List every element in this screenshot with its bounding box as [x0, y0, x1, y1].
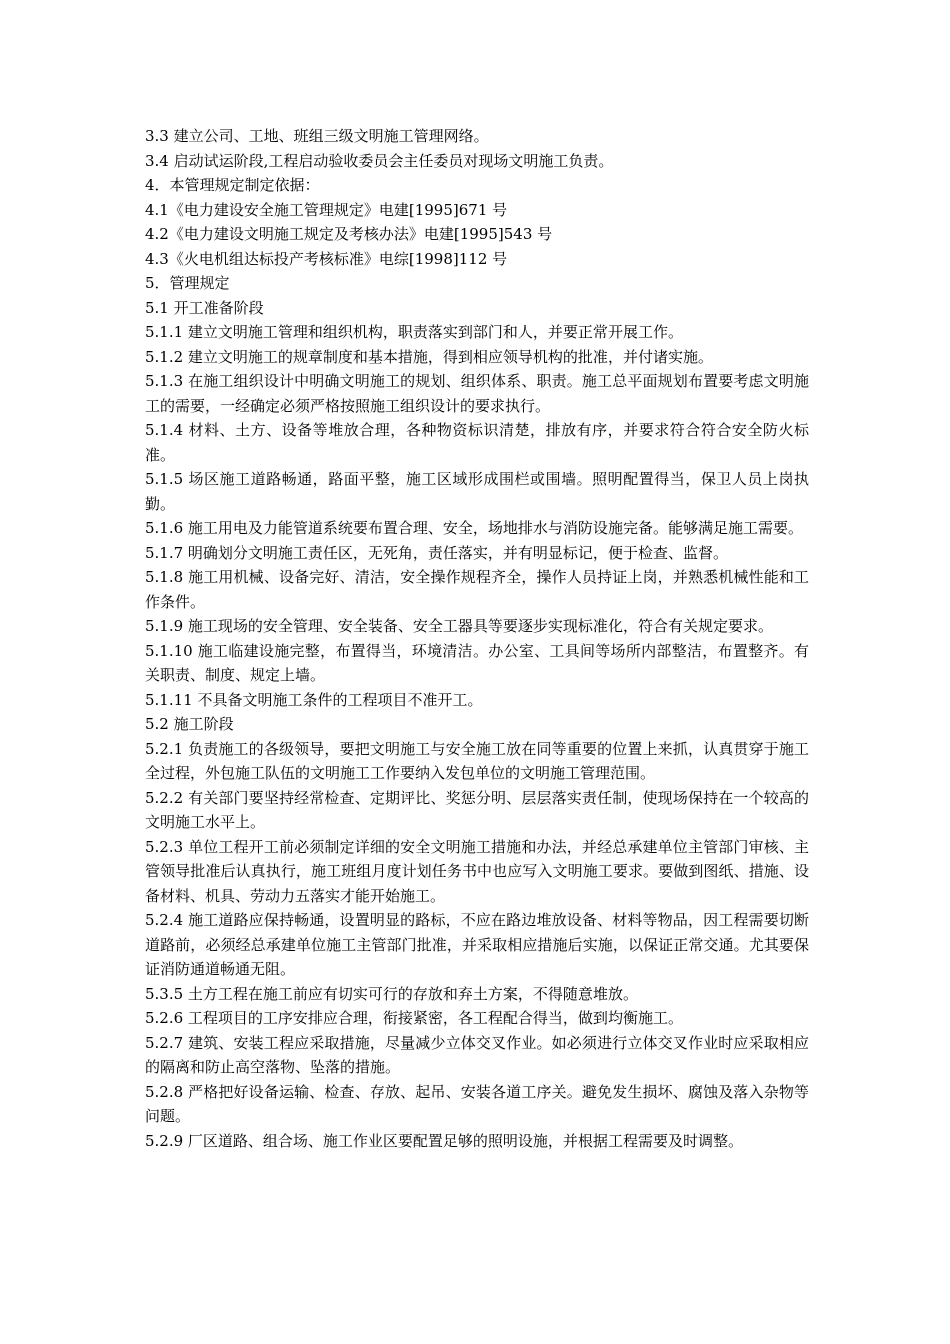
- paragraph-5-2-7: 5.2.7 建筑、安装工程应采取措施，尽量减少立体交叉作业。如必须进行立体交叉作业时应采取相应的隔离和防止高空落物、坠落的措施。: [145, 1033, 809, 1076]
- paragraph-5-1-5: 5.1.5 场区施工道路畅通，路面平整，施工区域形成围栏或围墙。照明配置得当，保卫人员上岗执勤。: [145, 470, 809, 513]
- paragraph-4-3: 4.3《火电机组达标投产考核标准》电综[1998]112 号: [145, 249, 508, 268]
- paragraph-5-2-8: 5.2.8 严格把好设备运输、检查、存放、起吊、安装各道工序关。避免发生损坏、腐蚀及落入杂物等问题。: [145, 1082, 809, 1125]
- paragraph-5-2-3: 5.2.3 单位工程开工前必须制定详细的安全文明施工措施和办法，并经总承建单位主管部门审核、主管领导批准后认真执行，施工班组月度计划任务书中也应写入文明施工要求。要做到图纸、措施、设备材料、机具、劳动力五落实才能开始施工。: [145, 837, 809, 905]
- paragraph-5-1-9: 5.1.9 施工现场的安全管理、安全装备、安全工器具等要逐步实现标准化，符合有关规定要求。: [145, 617, 773, 635]
- paragraph-5-2-9: 5.2.9 厂区道路、组合场、施工作业区要配置足够的照明设施，并根据工程需要及时调整。: [145, 1131, 743, 1150]
- paragraph-3-3: 3.3 建立公司、工地、班组三级文明施工管理网络。: [145, 127, 489, 145]
- section-heading-4: 4．本管理规定制定依据：: [145, 176, 320, 194]
- paragraph-5-2-6: 5.2.6 工程项目的工序安排应合理，衔接紧密，各工程配合得当，做到均衡施工。: [145, 1009, 683, 1027]
- paragraph-5-1-3: 5.1.3 在施工组织设计中明确文明施工的规划、组织体系、职责。施工总平面规划布置要考虑文明施工的需要，一经确定必须严格按照施工组织设计的要求执行。: [145, 372, 809, 415]
- paragraph-5-3-5: 5.3.5 土方工程在施工前应有切实可行的存放和弃土方案，不得随意堆放。: [145, 984, 638, 1003]
- paragraph-5-1-8: 5.1.8 施工用机械、设备完好、清洁，安全操作规程齐全，操作人员持证上岗，并熟悉机械性能和工作条件。: [145, 568, 809, 611]
- paragraph-5-1-7: 5.1.7 明确划分文明施工责任区，无死角，责任落实，并有明显标记，便于检查、监督。: [145, 543, 728, 562]
- paragraph-5-1-4: 5.1.4 材料、土方、设备等堆放合理，各种物资标识清楚，排放有序，并要求符合符合安全防火标准。: [145, 421, 809, 464]
- paragraph-5-1-6: 5.1.6 施工用电及力能管道系统要布置合理、安全，场地排水与消防设施完备。能够满足施工需要。: [145, 519, 803, 537]
- subsection-heading-5-1: 5.1 开工准备阶段: [145, 298, 264, 317]
- paragraph-4-1: 4.1《电力建设安全施工管理规定》电建[1995]671 号: [145, 200, 508, 219]
- subsection-heading-5-2: 5.2 施工阶段: [145, 715, 234, 733]
- paragraph-5-2-4: 5.2.4 施工道路应保持畅通，设置明显的路标，不应在路边堆放设备、材料等物品，因工程需要切断道路前，必须经总承建单位施工主管部门批准，并采取相应措施后实施，以保证正常交通。尤其要保证消防通道畅通无阻。: [145, 911, 809, 978]
- paragraph-5-2-1: 5.2.1 负责施工的各级领导，要把文明施工与安全施工放在同等重要的位置上来抓，认真贯穿于施工全过程，外包施工队伍的文明施工工作要纳入发包单位的文明施工管理范围。: [145, 739, 809, 782]
- paragraph-5-1-2: 5.1.2 建立文明施工的规章制度和基本措施，得到相应领导机构的批准，并付诸实施。: [145, 347, 713, 366]
- section-heading-5: 5．管理规定: [145, 274, 230, 292]
- paragraph-4-2: 4.2《电力建设文明施工规定及考核办法》电建[1995]543 号: [145, 225, 553, 243]
- paragraph-5-1-11: 5.1.11 不具备文明施工条件的工程项目不准开工。: [145, 690, 483, 709]
- paragraph-3-4: 3.4 启动试运阶段,工程启动验收委员会主任委员对现场文明施工负责。: [145, 151, 614, 170]
- paragraph-5-1-1: 5.1.1 建立文明施工管理和组织机构，职责落实到部门和人，并要正常开展工作。: [145, 323, 683, 341]
- paragraph-5-1-10: 5.1.10 施工临建设施完整，布置得当，环境清洁。办公室、工具间等场所内部整洁，布置整齐。有关职责、制度、规定上墙。: [145, 641, 809, 684]
- paragraph-5-2-2: 5.2.2 有关部门要坚持经常检查、定期评比、奖惩分明、层层落实责任制，使现场保持在一个较高的文明施工水平上。: [145, 788, 809, 831]
- document-body: [145, 124, 809, 1153]
